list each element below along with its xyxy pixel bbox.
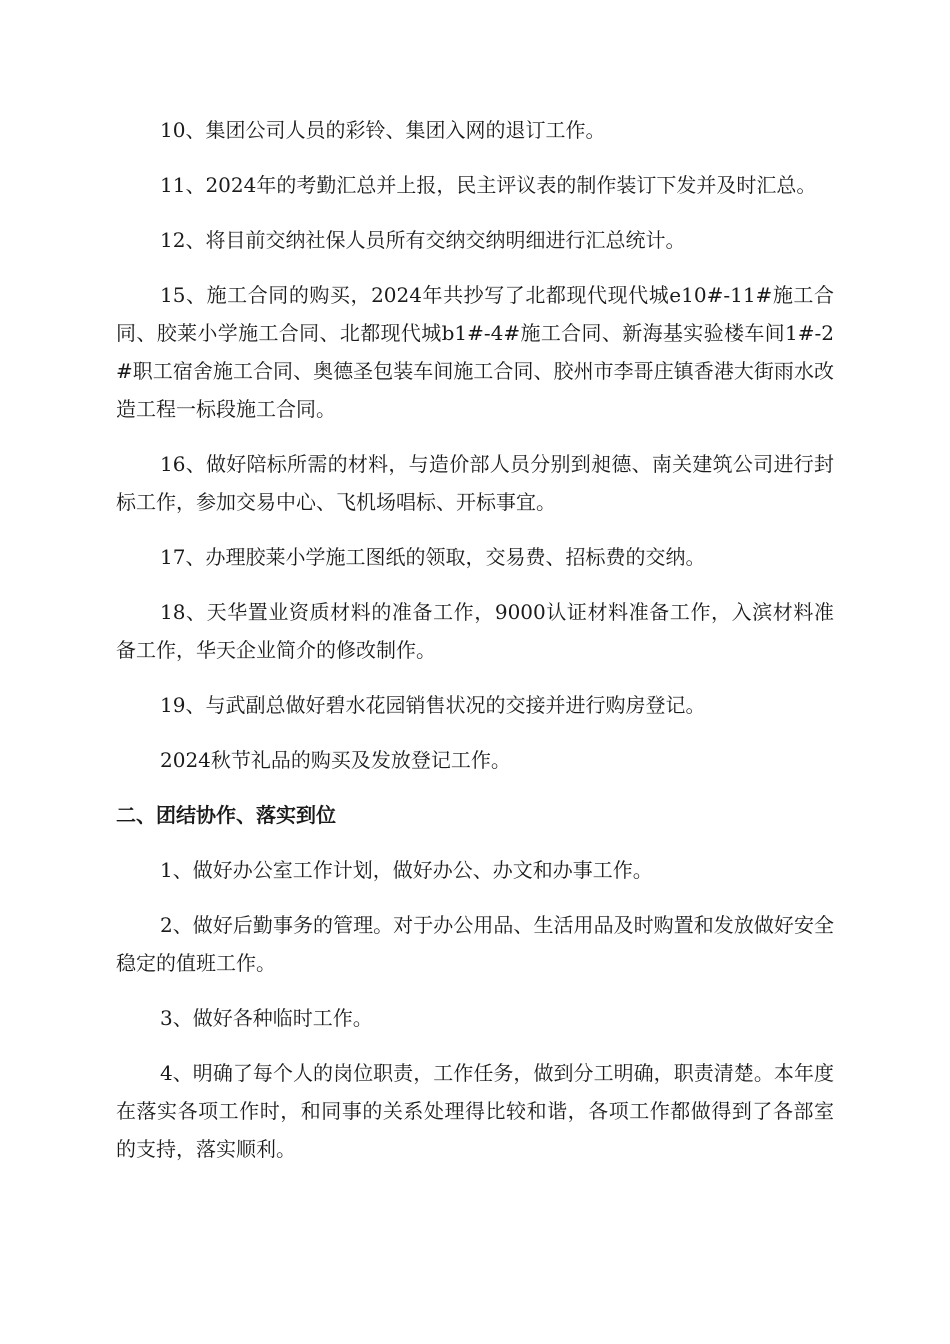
paragraph-festival-gifts: 2024秋节礼品的购买及发放登记工作。 <box>160 748 511 772</box>
paragraph-item-16: 16、做好陪标所需的材料，与造价部人员分别到昶德、南关建筑公司进行封标工作，参加交易中心、飞机场唱标、开标事宜。 <box>116 452 834 514</box>
paragraph-item-2: 2、做好后勤事务的管理。对于办公用品、生活用品及时购置和发放做好安全稳定的值班工作。 <box>116 913 834 975</box>
section-heading: 二、团结协作、落实到位 <box>116 803 336 827</box>
paragraph-item-12: 12、将目前交纳社保人员所有交纳交纳明细进行汇总统计。 <box>160 228 686 252</box>
paragraph-item-15: 15、施工合同的购买，2024年共抄写了北都现代现代城e10#-11#施工合同、胶莱小学施工合同、北都现代城b1#-4#施工合同、新海基实验楼车间1#-2#职工宿舍施工合同、奥德圣包装车间施工合同、胶州市李哥庄镇香港大街雨水改造工程一标段施工合同。 <box>116 283 834 421</box>
paragraph-item-19: 19、与武副总做好碧水花园销售状况的交接并进行购房登记。 <box>160 693 706 717</box>
paragraph-item-11: 11、2024年的考勤汇总并上报，民主评议表的制作装订下发并及时汇总。 <box>160 173 817 197</box>
paragraph-item-1: 1、做好办公室工作计划，做好办公、办文和办事工作。 <box>160 858 653 882</box>
paragraph-item-3: 3、做好各种临时工作。 <box>160 1006 373 1030</box>
document-body <box>116 111 834 1185</box>
paragraph-item-17: 17、办理胶莱小学施工图纸的领取，交易费、招标费的交纳。 <box>160 545 706 569</box>
paragraph-item-18: 18、天华置业资质材料的准备工作，9000认证材料准备工作，入滨材料准备工作，华天企业简介的修改制作。 <box>116 600 834 662</box>
paragraph-item-10: 10、集团公司人员的彩铃、集团入网的退订工作。 <box>160 118 606 142</box>
paragraph-item-4: 4、明确了每个人的岗位职责，工作任务，做到分工明确，职责清楚。本年度在落实各项工作时，和同事的关系处理得比较和谐，各项工作都做得到了各部室的支持，落实顺利。 <box>116 1061 834 1161</box>
